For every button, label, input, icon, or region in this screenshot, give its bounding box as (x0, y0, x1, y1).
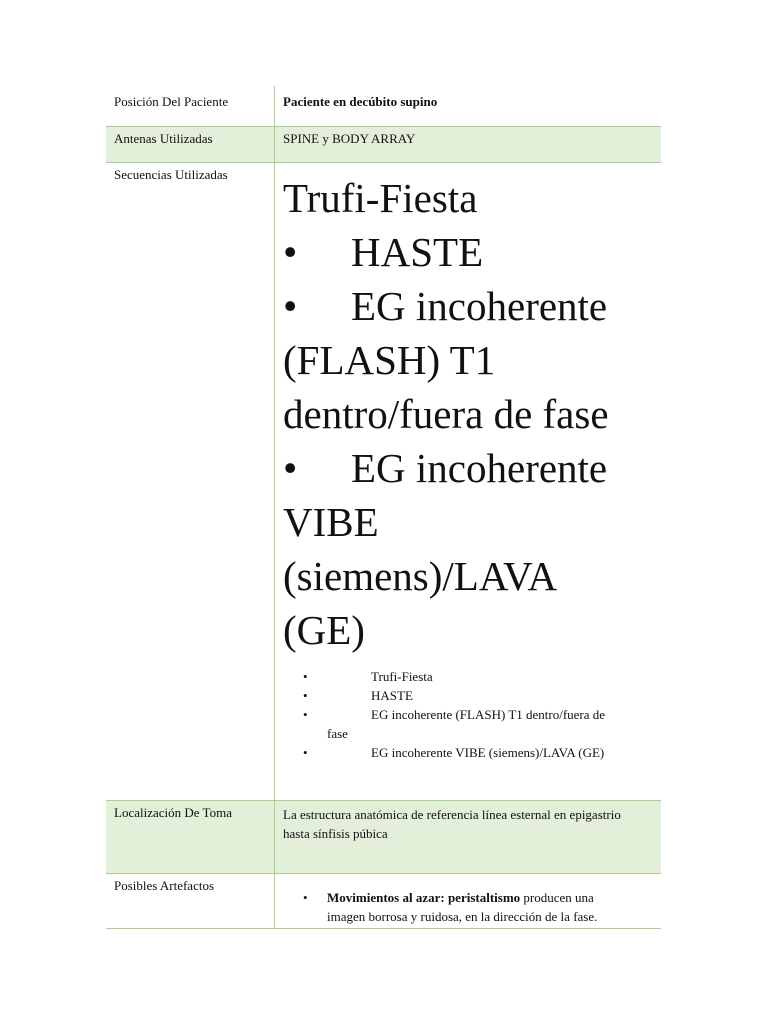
label-sequences: Secuencias Utilizadas (106, 163, 275, 800)
sequences-small-list (283, 667, 661, 762)
big-item-3-text-b: (FLASH) T1 (283, 337, 496, 383)
big-item-2 (283, 225, 661, 279)
big-item-4-text-d: (GE) (283, 607, 365, 653)
big-line-1: Trufi-Fiesta (283, 175, 478, 221)
bullet-icon: • (283, 229, 298, 275)
list-item-text-wrap: fase (327, 726, 348, 741)
big-item-4 (283, 441, 661, 495)
big-item-3-text-c: dentro/fuera de fase (283, 391, 609, 437)
big-item-3 (283, 279, 661, 333)
bullet-icon: • (303, 688, 308, 703)
big-item-3-text: EG incoherente (351, 283, 608, 329)
bullet-icon: • (303, 669, 308, 684)
big-item-4-text-b: VIBE (283, 499, 379, 545)
artifact-text-2: imagen borrosa y ruidosa, en la dirección de la fase. (327, 909, 598, 924)
value-antennas: SPINE y BODY ARRAY (283, 131, 416, 146)
artifact-bold-text: Movimientos al azar: peristaltismo (327, 890, 521, 905)
label-location: Localización De Toma (106, 801, 275, 873)
bullet-icon: • (283, 283, 298, 329)
big-item-4-text: EG incoherente (351, 445, 608, 491)
value-sequences (275, 163, 661, 800)
big-item-4-text-c: (siemens)/LAVA (283, 553, 558, 599)
bullet-icon: • (303, 890, 308, 905)
sequence-table (106, 86, 661, 929)
list-item-text: Trufi-Fiesta (371, 669, 433, 684)
row-sequences (106, 163, 661, 801)
value-patient-position: Paciente en decúbito supino (283, 94, 438, 109)
label-artifacts: Posibles Artefactos (106, 874, 275, 928)
list-item-text: EG incoherente VIBE (siemens)/LAVA (GE) (371, 745, 605, 760)
bullet-icon: • (303, 707, 308, 722)
row-patient-position (106, 86, 661, 127)
value-location: La estructura anatómica de referencia línea esternal en epigastrio hasta sínfisis púbica (283, 807, 621, 841)
list-item-text: HASTE (371, 688, 413, 703)
bullet-icon: • (303, 745, 308, 760)
big-item-2-text: HASTE (351, 229, 484, 275)
list-item (283, 888, 661, 926)
list-item (283, 667, 661, 686)
list-item-text: EG incoherente (FLASH) T1 dentro/fuera de (371, 707, 606, 722)
sequences-large-list (283, 171, 661, 657)
row-location (106, 801, 661, 874)
label-patient-position: Posición Del Paciente (106, 86, 275, 126)
list-item (283, 686, 661, 705)
artifact-text: producen una (520, 890, 594, 905)
list-item (283, 705, 661, 743)
value-artifacts (275, 874, 661, 928)
bullet-icon: • (283, 445, 298, 491)
row-antennas (106, 127, 661, 163)
row-artifacts (106, 874, 661, 929)
list-item (283, 743, 661, 762)
artifacts-list (283, 888, 661, 926)
label-antennas: Antenas Utilizadas (106, 127, 275, 162)
